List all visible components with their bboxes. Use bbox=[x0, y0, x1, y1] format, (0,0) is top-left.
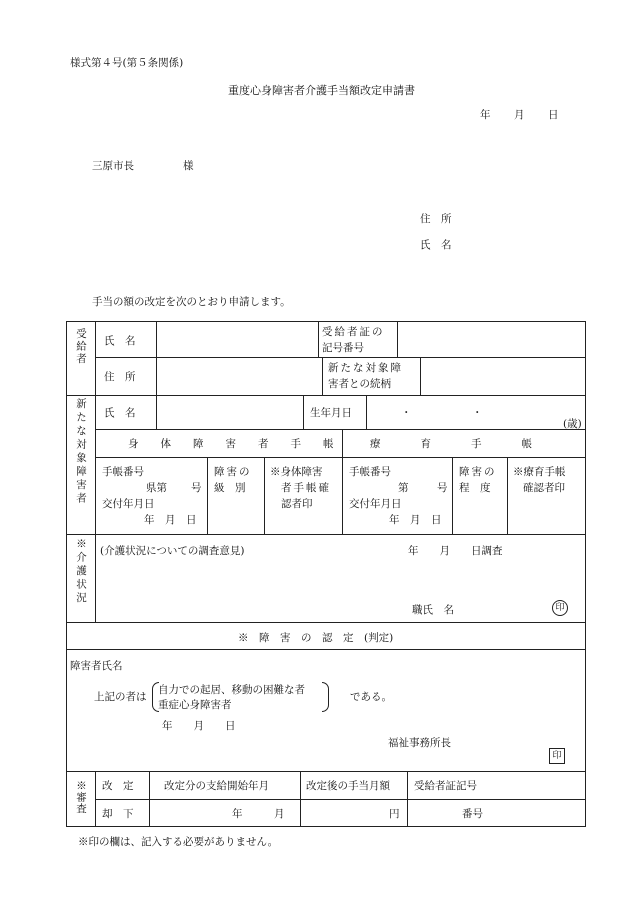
recipient-name-field[interactable] bbox=[157, 322, 317, 356]
judgment-header: ※ 障 害 の 認 定 (判定) bbox=[238, 632, 394, 644]
go-label: 号 bbox=[191, 482, 202, 494]
footnote: ※印の欄は、記入する必要がありません。 bbox=[78, 836, 279, 848]
recipient-address-field[interactable] bbox=[157, 358, 321, 394]
ryoiku-book-number-label: 手帳番号 bbox=[349, 466, 391, 478]
cert-number-label-1: 受給者証の bbox=[322, 326, 385, 338]
amount-header: 改定後の手当月額 bbox=[306, 780, 390, 792]
welfare-office-chief: 福祉事務所長 bbox=[388, 737, 451, 749]
office-seal-icon: 印 bbox=[549, 748, 565, 764]
care-section-label: ※介護状況 bbox=[75, 538, 87, 606]
physical-confirm-label-3: 認者印 bbox=[281, 498, 313, 510]
ryoiku-dai-label: 第 bbox=[398, 482, 409, 494]
degree-label-2: 程 度 bbox=[459, 482, 491, 494]
disabled-person-name-label: 障害者氏名 bbox=[70, 660, 123, 672]
cert-number-suffix: 番号 bbox=[462, 808, 483, 820]
ryoiku-handbook-header: 療育手帳 bbox=[370, 438, 572, 450]
ryoiku-go-label: 号 bbox=[437, 482, 448, 494]
above-person-text: 上記の者は bbox=[94, 691, 147, 703]
cert-symbol-header: 受給者証記号 bbox=[414, 780, 477, 792]
cert-number-field[interactable] bbox=[398, 322, 584, 356]
cert-number-label-2: 記号番号 bbox=[322, 342, 364, 354]
form-number: 様式第４号(第５条関係) bbox=[70, 57, 184, 69]
reject-label: 却 下 bbox=[102, 808, 134, 820]
revise-label: 改 定 bbox=[102, 780, 134, 792]
ryoiku-confirm-label-2: 確認者印 bbox=[523, 482, 565, 494]
relation-label-2: 害者との続柄 bbox=[328, 378, 391, 390]
relation-label-1: 新たな対象障 bbox=[328, 362, 403, 374]
date-month: 月 bbox=[514, 109, 525, 121]
option-2: 重症心身障害者 bbox=[158, 699, 232, 711]
survey-date: 年 月 日調査 bbox=[408, 545, 503, 557]
physical-confirm-label-2: 者手帳確 bbox=[281, 482, 331, 494]
relation-field[interactable] bbox=[421, 358, 584, 394]
judgment-date: 年 月 日 bbox=[162, 720, 236, 732]
birth-dot-2: ・ bbox=[472, 407, 483, 419]
grade-label-1: 障害の bbox=[214, 466, 252, 478]
physical-confirm-label-1: ※身体障害 bbox=[270, 466, 323, 478]
is-text: である。 bbox=[350, 691, 392, 703]
book-number-label: 手帳番号 bbox=[102, 466, 144, 478]
option-1: 自力での起居、移動の困難な者 bbox=[158, 684, 305, 696]
intro-text: 手当の額の改定を次のとおり申請します。 bbox=[92, 296, 291, 308]
age-unit: (歳) bbox=[563, 418, 582, 430]
form-title: 重度心身障害者介護手当額改定申請書 bbox=[228, 84, 415, 97]
prefecture-label: 県第 bbox=[146, 482, 167, 494]
amount-yen: 円 bbox=[389, 808, 400, 820]
issue-date-ymd: 年 月 日 bbox=[144, 514, 197, 526]
issue-date-label: 交付年月日 bbox=[102, 498, 155, 510]
honorific: 様 bbox=[183, 160, 194, 172]
applicant-address-label: 住 所 bbox=[420, 213, 452, 225]
degree-label-1: 障害の bbox=[459, 466, 497, 478]
target-name-label: 氏 名 bbox=[104, 407, 136, 419]
ryoiku-confirm-label-1: ※療育手帳 bbox=[513, 466, 566, 478]
start-month-ym: 年 月 bbox=[232, 808, 285, 820]
applicant-name-label: 氏 名 bbox=[420, 239, 452, 251]
birth-dot-1: ・ bbox=[401, 407, 412, 419]
target-section-label: 新たな対象障害者 bbox=[75, 398, 87, 506]
care-opinion-label: (介護状況についての調査意見) bbox=[100, 545, 245, 557]
grade-label-2: 級 別 bbox=[214, 482, 246, 494]
staff-seal-icon: 印 bbox=[552, 600, 568, 616]
recipient-address-label: 住 所 bbox=[104, 371, 136, 383]
birth-date-label: 生年月日 bbox=[310, 407, 352, 419]
date-day: 日 bbox=[548, 109, 559, 121]
recipient-name-label: 氏 名 bbox=[104, 335, 136, 347]
date-year: 年 bbox=[480, 109, 491, 121]
ryoiku-issue-date-ymd: 年 月 日 bbox=[389, 514, 442, 526]
target-name-field[interactable] bbox=[157, 396, 302, 428]
staff-name-label: 職氏 名 bbox=[412, 604, 454, 616]
review-section-label: ※審査 bbox=[75, 780, 87, 815]
start-month-header: 改定分の支給開始年月 bbox=[164, 780, 269, 792]
option-brace-right bbox=[322, 682, 329, 712]
recipient-section-label: 受給者 bbox=[75, 328, 87, 366]
ryoiku-issue-date-label: 交付年月日 bbox=[349, 498, 402, 510]
addressee: 三原市長 bbox=[92, 160, 134, 172]
physical-handbook-header: 身体障害者手帳 bbox=[128, 438, 356, 450]
